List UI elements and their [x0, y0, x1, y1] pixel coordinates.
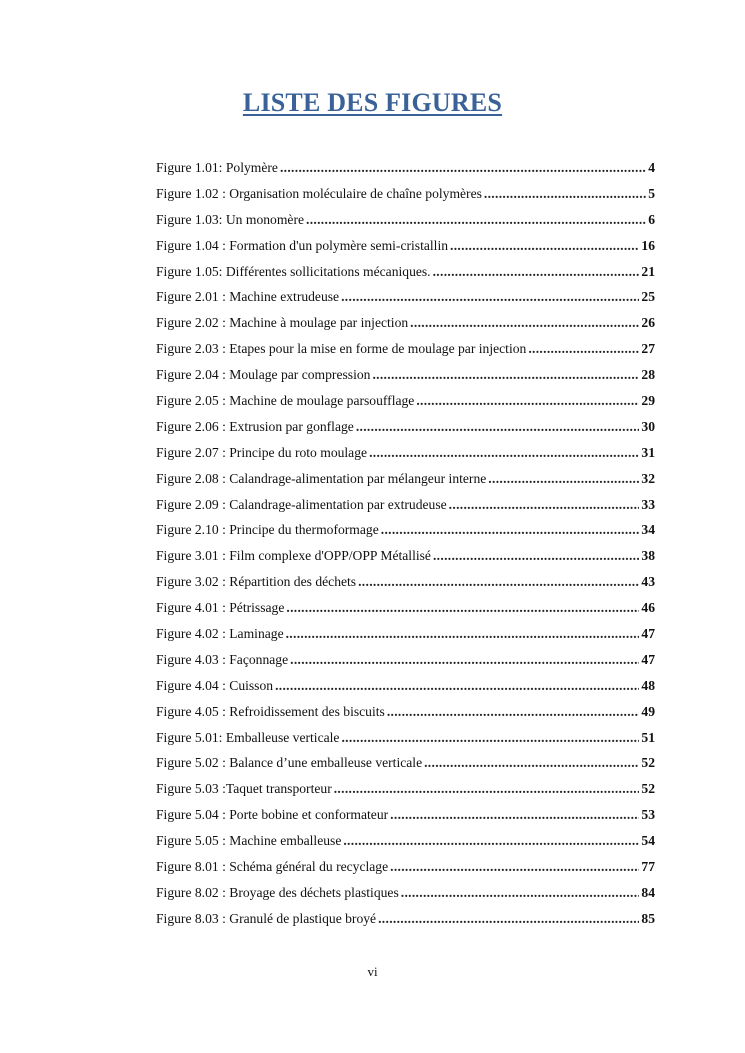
toc-entry[interactable] — [156, 336, 655, 362]
toc-entry[interactable] — [156, 569, 655, 595]
entry-page-number: 5 — [648, 185, 655, 201]
toc-entry[interactable] — [156, 595, 655, 621]
toc-entry[interactable] — [156, 466, 655, 492]
dot-leader — [341, 725, 639, 751]
entry-page-number: 47 — [641, 651, 655, 667]
dot-leader — [286, 621, 640, 647]
entry-page-number: 33 — [641, 496, 655, 512]
entry-label: Figure 2.02 : Machine à moulage par injection — [156, 315, 409, 331]
dot-leader — [306, 207, 646, 233]
entry-page-number: 30 — [641, 418, 655, 434]
entry-label: Figure 2.08 : Calandrage-alimentation par mélangeur interne — [156, 470, 487, 486]
toc-entry[interactable] — [156, 492, 655, 518]
entry-label: Figure 2.07 : Principe du roto moulage — [156, 444, 368, 460]
entry-page-number: 53 — [641, 807, 655, 823]
toc-entry[interactable] — [156, 828, 655, 854]
entry-label: Figure 1.02 : Organisation moléculaire de chaîne polymères — [156, 185, 482, 201]
dot-leader — [381, 517, 640, 543]
entry-label: Figure 2.03 : Etapes pour la mise en forme de moulage par injection — [156, 341, 527, 357]
dot-leader — [390, 854, 639, 880]
dot-leader — [528, 336, 639, 362]
dot-leader — [484, 181, 646, 207]
dot-leader — [372, 362, 639, 388]
dot-leader — [358, 569, 639, 595]
entry-label: Figure 8.02 : Broyage des déchets plastiques — [156, 884, 399, 900]
entry-page-number: 51 — [641, 729, 655, 745]
entry-page-number: 49 — [641, 703, 655, 719]
entry-page-number: 47 — [641, 626, 655, 642]
toc-entry[interactable] — [156, 362, 655, 388]
page-number: vi — [367, 964, 378, 979]
dot-leader — [275, 673, 639, 699]
dot-leader — [449, 492, 640, 518]
entry-label: Figure 3.02 : Répartition des déchets — [156, 574, 357, 590]
toc-entry[interactable] — [156, 414, 655, 440]
entry-page-number: 46 — [641, 600, 655, 616]
entry-label: Figure 4.04 : Cuisson — [156, 677, 274, 693]
entry-label: Figure 2.06 : Extrusion par gonflage — [156, 418, 354, 434]
entry-label: Figure 2.04 : Moulage par compression — [156, 367, 371, 383]
entry-page-number: 26 — [641, 315, 655, 331]
entry-page-number: 84 — [641, 884, 655, 900]
entry-page-number: 34 — [641, 522, 655, 538]
toc-entry[interactable] — [156, 155, 655, 181]
figure-list — [156, 155, 655, 932]
entry-page-number: 32 — [641, 470, 655, 486]
dot-leader — [290, 647, 639, 673]
entry-label: Figure 5.05 : Machine emballeuse — [156, 833, 342, 849]
entry-label: Figure 2.01 : Machine extrudeuse — [156, 289, 340, 305]
entry-label: Figure 2.10 : Principe du thermoformage — [156, 522, 379, 538]
entry-label: Figure 4.01 : Pétrissage — [156, 600, 285, 616]
dot-leader — [378, 906, 639, 932]
entry-label: Figure 5.02 : Balance d’une emballeuse verticale — [156, 755, 423, 771]
entry-page-number: 52 — [641, 755, 655, 771]
dot-leader — [433, 259, 640, 285]
entry-page-number: 6 — [648, 211, 655, 227]
toc-entry[interactable] — [156, 647, 655, 673]
entry-label: Figure 2.09 : Calandrage-alimentation par extrudeuse — [156, 496, 447, 512]
dot-leader — [424, 750, 639, 776]
entry-label: Figure 5.01: Emballeuse verticale — [156, 729, 340, 745]
entry-label: Figure 8.03 : Granulé de plastique broyé — [156, 910, 377, 926]
dot-leader — [410, 310, 639, 336]
dot-leader — [280, 155, 646, 181]
dot-leader — [488, 466, 639, 492]
entry-label: Figure 1.04 : Formation d'un polymère semi-cristallin — [156, 237, 449, 253]
entry-label: Figure 5.03 :Taquet transporteur — [156, 781, 332, 797]
dot-leader — [390, 802, 639, 828]
dot-leader — [343, 828, 639, 854]
entry-page-number: 27 — [641, 341, 655, 357]
dot-leader — [416, 388, 639, 414]
page-title: LISTE DES FIGURES — [242, 88, 503, 117]
toc-entry[interactable] — [156, 388, 655, 414]
toc-entry[interactable] — [156, 284, 655, 310]
toc-entry[interactable] — [156, 233, 655, 259]
entry-page-number: 43 — [641, 574, 655, 590]
entry-label: Figure 1.01: Polymère — [156, 160, 278, 175]
entry-page-number: 48 — [641, 677, 655, 693]
entry-page-number: 28 — [641, 367, 655, 383]
toc-entry[interactable] — [156, 310, 655, 336]
toc-entry[interactable] — [156, 621, 655, 647]
toc-entry[interactable] — [156, 181, 655, 207]
toc-entry[interactable] — [156, 776, 655, 802]
entry-label: Figure 8.01 : Schéma général du recyclage — [156, 859, 389, 875]
dot-leader — [356, 414, 640, 440]
dot-leader — [286, 595, 639, 621]
entry-page-number: 25 — [641, 289, 655, 305]
toc-entry[interactable] — [156, 543, 655, 569]
entry-label: Figure 1.05: Différentes sollicitations mécaniques. — [156, 263, 431, 279]
entry-page-number: 38 — [641, 548, 655, 564]
dot-leader — [433, 543, 639, 569]
entry-page-number: 54 — [641, 833, 655, 849]
entry-page-number: 85 — [641, 910, 655, 926]
entry-label: Figure 4.05 : Refroidissement des biscuits — [156, 703, 385, 719]
dot-leader — [401, 880, 640, 906]
entry-page-number: 77 — [641, 859, 655, 875]
toc-entry[interactable] — [156, 906, 655, 932]
toc-entry[interactable] — [156, 440, 655, 466]
toc-entry[interactable] — [156, 854, 655, 880]
toc-entry[interactable] — [156, 207, 655, 233]
dot-leader — [387, 699, 640, 725]
toc-entry[interactable] — [156, 802, 655, 828]
entry-page-number: 4 — [648, 160, 655, 175]
entry-label: Figure 3.01 : Film complexe d'OPP/OPP Métallisé — [156, 548, 431, 564]
toc-entry[interactable] — [156, 725, 655, 751]
entry-page-number: 52 — [641, 781, 655, 797]
entry-page-number: 21 — [641, 263, 655, 279]
dot-leader — [334, 776, 640, 802]
toc-entry[interactable] — [156, 699, 655, 725]
entry-page-number: 16 — [641, 237, 655, 253]
entry-label: Figure 2.05 : Machine de moulage parsoufflage — [156, 393, 415, 409]
toc-entry[interactable] — [156, 259, 655, 285]
dot-leader — [369, 440, 639, 466]
toc-entry[interactable] — [156, 673, 655, 699]
dot-leader — [341, 284, 639, 310]
entry-label: Figure 4.02 : Laminage — [156, 626, 284, 642]
entry-page-number: 29 — [641, 393, 655, 409]
toc-entry[interactable] — [156, 880, 655, 906]
toc-entry[interactable] — [156, 517, 655, 543]
entry-label: Figure 4.03 : Façonnage — [156, 651, 289, 667]
entry-label: Figure 5.04 : Porte bobine et conformateur — [156, 807, 389, 823]
toc-entry[interactable] — [156, 750, 655, 776]
dot-leader — [450, 233, 639, 259]
entry-page-number: 31 — [641, 444, 655, 460]
entry-label: Figure 1.03: Un monomère — [156, 211, 304, 227]
